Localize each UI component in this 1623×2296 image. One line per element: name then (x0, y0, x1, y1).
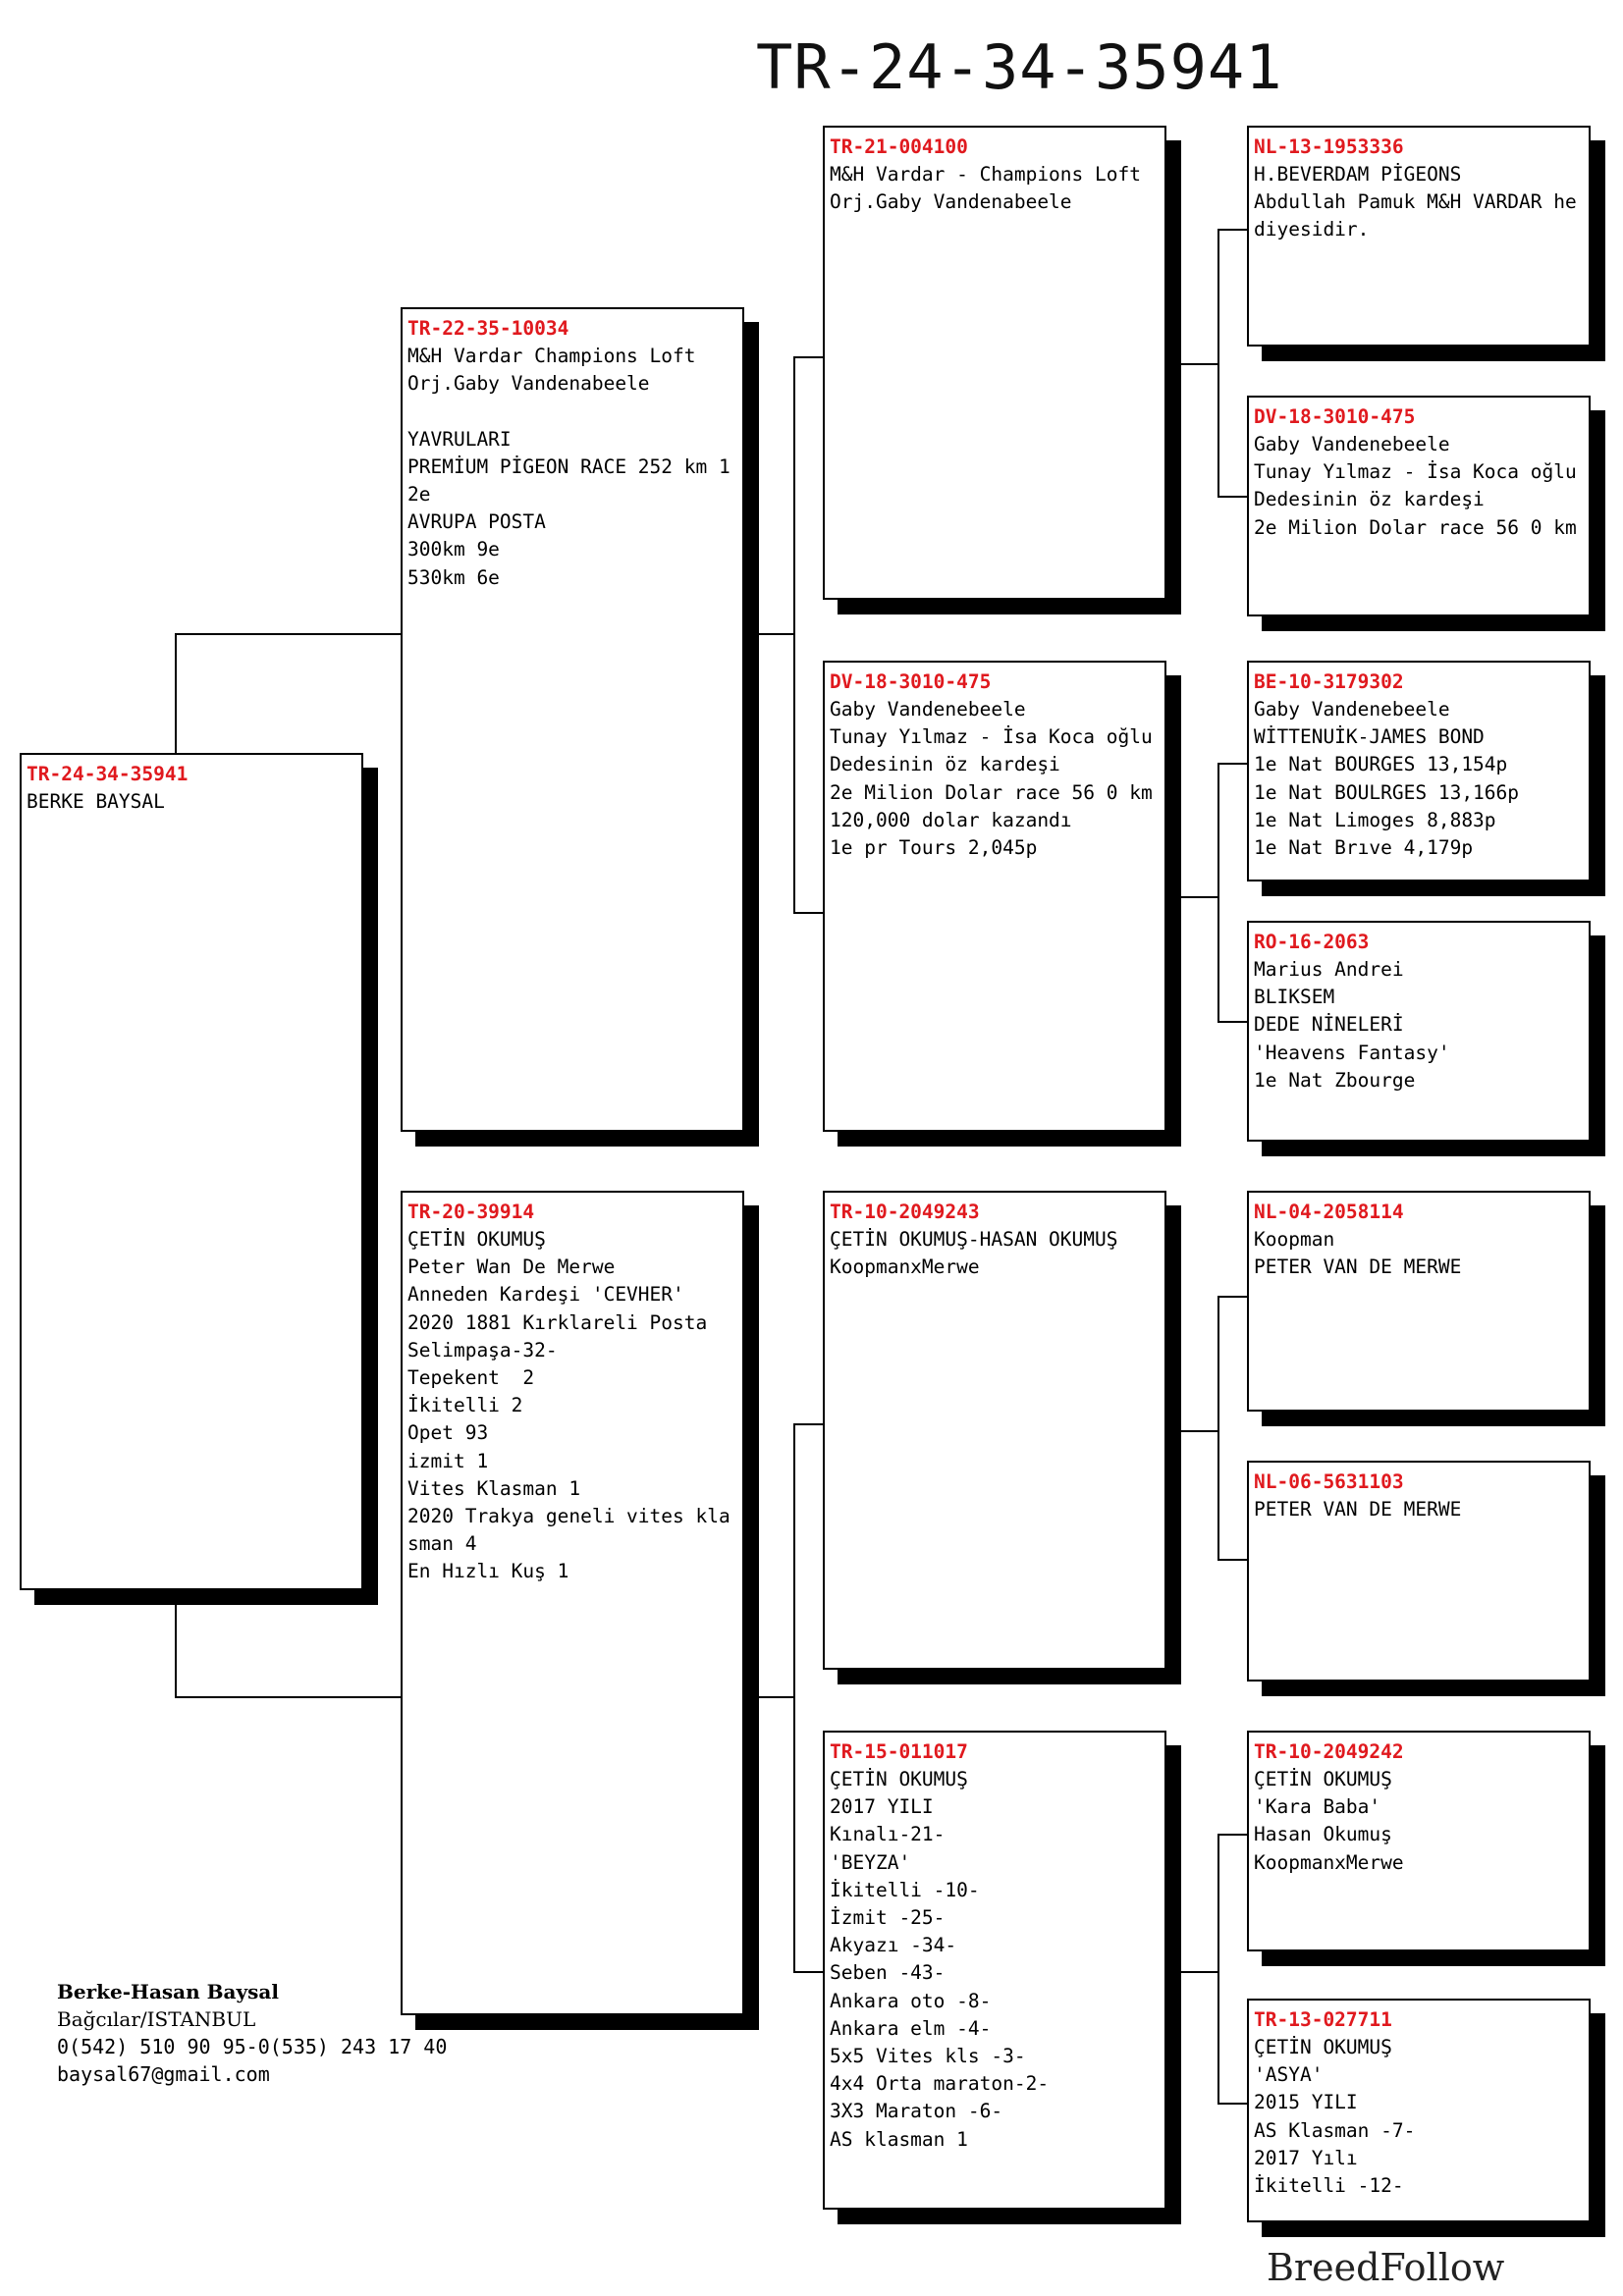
ring-number: TR-21-004100 (830, 135, 968, 158)
pedigree-title: TR-24-34-35941 (756, 31, 1283, 103)
pigeon-card-sd-sire (1247, 661, 1591, 881)
ring-number: TR-24-34-35941 (27, 763, 189, 785)
pigeon-card-ss-sire (1247, 126, 1591, 347)
pigeon-card-ds-dam (1247, 1461, 1591, 1682)
ring-number: DV-18-3010-475 (830, 670, 992, 693)
pigeon-card-ds-sire (1247, 1191, 1591, 1412)
ring-number: TR-10-2049243 (830, 1201, 980, 1223)
ring-number: DV-18-3010-475 (1254, 405, 1416, 428)
pigeon-info: Gaby Vandenebeele Tunay Yılmaz - İsa Koca oğlu Dedesinin öz kardeşi 2e Milion Dolar race 56 0 km 120,000 dolar kazandı 1e pr Tours 2,045p (830, 698, 1153, 860)
pigeon-info: H.BEVERDAM PİGEONS Abdullah Pamuk M&H VARDAR hediyesidir. (1254, 163, 1577, 241)
ring-number: BE-10-3179302 (1254, 670, 1404, 693)
owner-email: baysal67@gmail.com (57, 2062, 270, 2086)
pigeon-info: ÇETİN OKUMUŞ 'ASYA' 2015 YILI AS Klasman -7- 2017 Yılı İkitelli -12- (1254, 2036, 1416, 2198)
pigeon-info: ÇETİN OKUMUŞ 'Kara Baba' Hasan Okumuş KoopmanxMerwe (1254, 1768, 1404, 1874)
ring-number: TR-15-011017 (830, 1740, 968, 1763)
owner-address: Bağcılar/ISTANBUL (57, 2007, 256, 2031)
pigeon-info: M&H Vardar Champions Loft Orj.Gaby Vandenabeele YAVRULARI PREMİUM PİGEON RACE 252 km 12e AVRUPA POSTA 300km 9e 530km 6e (407, 345, 730, 589)
pigeon-card-dd-sire (1247, 1731, 1591, 1951)
pigeon-info: ÇETİN OKUMUŞ-HASAN OKUMUŞ KoopmanxMerwe (830, 1228, 1118, 1279)
pigeon-info: Koopman PETER VAN DE MERWE (1254, 1228, 1462, 1279)
owner-info (57, 1978, 509, 2088)
ring-number: TR-10-2049242 (1254, 1740, 1404, 1763)
ring-number: NL-13-1953336 (1254, 135, 1404, 158)
pigeon-card-sire-dam (823, 661, 1166, 1132)
pigeon-card-sire (401, 307, 744, 1132)
ring-number: NL-06-5631103 (1254, 1470, 1404, 1493)
ring-number: TR-22-35-10034 (407, 317, 569, 340)
pigeon-info: BERKE BAYSAL (27, 790, 165, 813)
pigeon-info: Gaby Vandenebeele Tunay Yılmaz - İsa Koca oğlu Dedesinin öz kardeşi 2e Milion Dolar race 56 0 km (1254, 433, 1577, 539)
pigeon-card-subject (20, 753, 363, 1590)
pigeon-card-sire-sire (823, 126, 1166, 600)
owner-phone: 0(542) 510 90 95-0(535) 243 17 40 (57, 2035, 448, 2058)
pigeon-card-dam (401, 1191, 744, 2015)
ring-number: TR-20-39914 (407, 1201, 535, 1223)
pigeon-info: ÇETİN OKUMUŞ 2017 YILI Kınalı-21- 'BEYZA' İkitelli -10- İzmit -25- Akyazı -34- Seben -43- Ankara oto -8- Ankara elm -4- 5x5 Vites kls -3- 4x4 Orta maraton-2- 3X3 Maraton -6- AS klasman 1 (830, 1768, 1050, 2151)
brand-logo: BreedFollow (1267, 2246, 1505, 2289)
ring-number: TR-13-027711 (1254, 2008, 1392, 2031)
ring-number: NL-04-2058114 (1254, 1201, 1404, 1223)
pigeon-info: PETER VAN DE MERWE (1254, 1498, 1462, 1521)
pigeon-info: Gaby Vandenebeele WİTTENUİK-JAMES BOND 1e Nat BOURGES 13,154p 1e Nat BOULRGES 13,166p 1e Nat Limoges 8,883p 1e Nat Brıve 4,179p (1254, 698, 1520, 860)
pigeon-info: Marius Andrei BLIKSEM DEDE NİNELERİ 'Heavens Fantasy' 1e Nat Zbourge (1254, 958, 1450, 1092)
pigeon-info: ÇETİN OKUMUŞ Peter Wan De Merwe Anneden Kardeşi 'CEVHER' 2020 1881 Kırklareli Posta Selimpaşa-32- Tepekent 2 İkitelli 2 Opet 93 izmit 1 Vites Klasman 1 2020 Trakya geneli vites klasman 4 En Hızlı Kuş 1 (407, 1228, 730, 1583)
pigeon-card-sd-dam (1247, 921, 1591, 1142)
pigeon-card-ss-dam (1247, 396, 1591, 616)
pigeon-card-dam-dam (823, 1731, 1166, 2210)
pigeon-info: M&H Vardar - Champions Loft Orj.Gaby Vandenabeele (830, 163, 1141, 214)
pigeon-card-dam-sire (823, 1191, 1166, 1670)
owner-name: Berke-Hasan Baysal (57, 1980, 279, 2003)
ring-number: RO-16-2063 (1254, 931, 1370, 953)
pigeon-card-dd-dam (1247, 1999, 1591, 2222)
